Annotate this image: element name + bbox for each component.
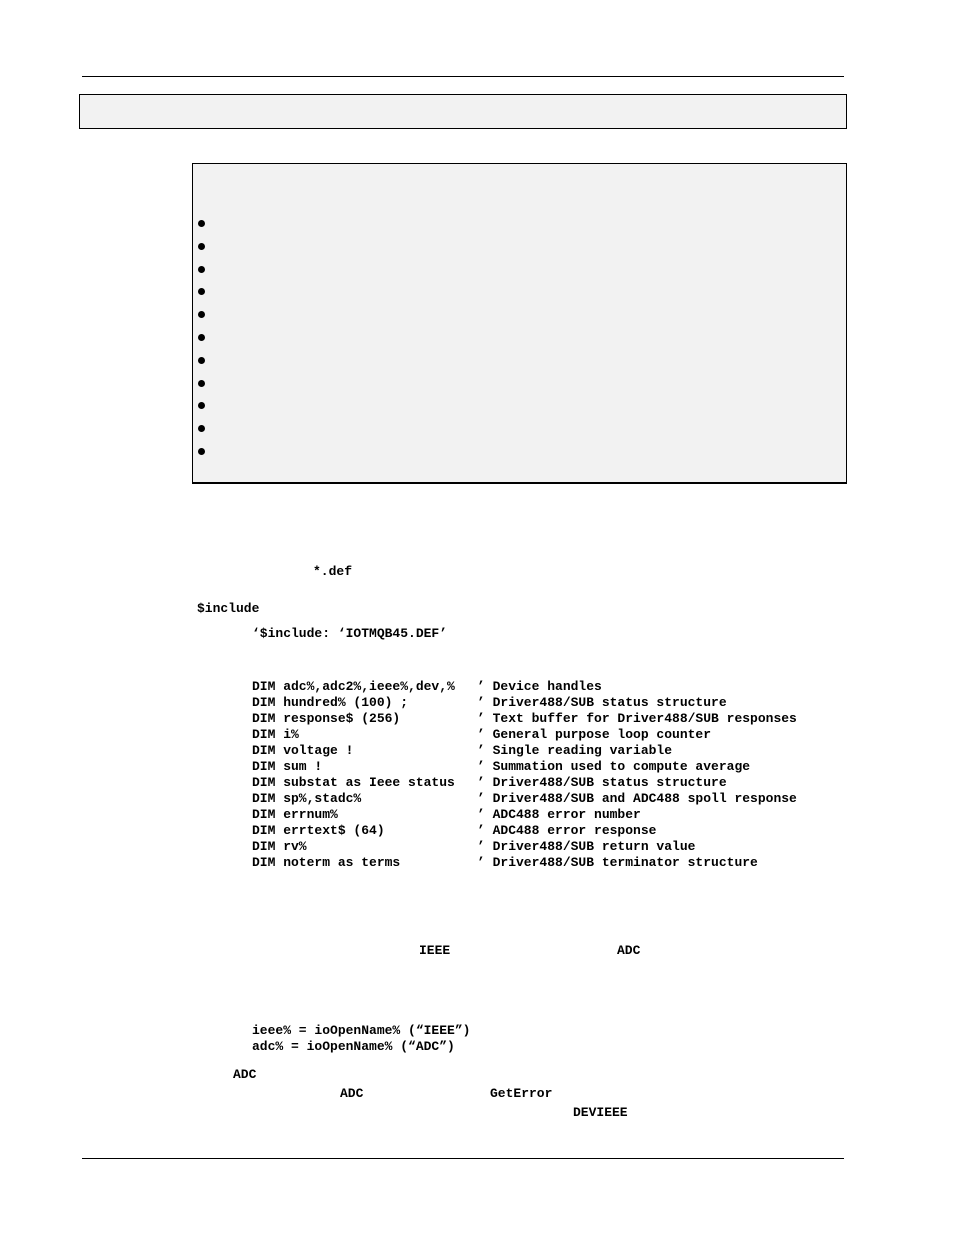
bullet-dot-icon [198, 311, 205, 318]
dim-row [252, 711, 844, 727]
dim-comment: ’ Summation used to compute average [477, 759, 751, 774]
dim-row [252, 807, 844, 823]
bullet-dot-icon [198, 380, 205, 387]
dim-comment: ’ Driver488/SUB return value [477, 839, 696, 854]
adc-keyword-secondary: ADC [340, 1086, 364, 1101]
bullet-dot-icon [198, 266, 205, 273]
bullet-dot-icon [198, 448, 205, 455]
dim-row [252, 743, 844, 759]
dim-row [252, 695, 844, 711]
dim-declaration: DIM noterm as terms [252, 855, 401, 870]
devieee-keyword: DEVIEEE [573, 1105, 628, 1120]
dim-declaration: DIM substat as Ieee status [252, 775, 455, 790]
bullet-dot-icon [198, 357, 205, 364]
adc-label: ADC [233, 1067, 257, 1082]
include-label: $include [197, 601, 260, 616]
dim-declaration: DIM rv% [252, 839, 307, 854]
geterror-keyword: GetError [490, 1086, 553, 1101]
bullet-dot-icon [198, 334, 205, 341]
dim-row [252, 775, 844, 791]
dim-comment: ’ Driver488/SUB status structure [477, 695, 727, 710]
adc-keyword: ADC [617, 943, 641, 958]
dim-comment: ’ Driver488/SUB terminator structure [477, 855, 758, 870]
include-code-line: ‘$include: ‘IOTMQB45.DEF’ [252, 626, 448, 641]
dim-declaration: DIM hundred% (100) ; [252, 695, 409, 710]
dim-declaration: DIM adc%,adc2%,ieee%,dev,% [252, 679, 455, 694]
dim-comment: ’ General purpose loop counter [477, 727, 712, 742]
open-name-code-block [252, 1023, 470, 1055]
bottom-rule [82, 1158, 844, 1159]
bullet-dot-icon [198, 402, 205, 409]
dim-declaration: DIM response$ (256) [252, 711, 401, 726]
dim-row [252, 855, 844, 871]
open-name-line: ieee% = ioOpenName% (“IEEE”) [252, 1023, 471, 1038]
bullet-dot-icon [198, 243, 205, 250]
dim-declaration: DIM errtext$ (64) [252, 823, 385, 838]
dim-row [252, 823, 844, 839]
section-header-bar [79, 94, 847, 129]
dim-comment: ’ ADC488 error number [477, 807, 641, 822]
dim-declaration: DIM sp%,stadc% [252, 791, 362, 806]
bullet-dot-icon [198, 288, 205, 295]
dim-row [252, 839, 844, 855]
dim-comment: ’ Device handles [477, 679, 602, 694]
dim-row [252, 759, 844, 775]
dim-comment: ’ Text buffer for Driver488/SUB responses [477, 711, 797, 726]
dim-row [252, 727, 844, 743]
dim-comment: ’ Driver488/SUB and ADC488 spoll response [477, 791, 797, 806]
dim-declaration: DIM errnum% [252, 807, 338, 822]
dim-comment: ’ Single reading variable [477, 743, 673, 758]
def-extension-text: *.def [313, 564, 353, 579]
dim-declaration: DIM i% [252, 727, 299, 742]
dim-declaration: DIM voltage ! [252, 743, 354, 758]
top-rule [82, 76, 844, 77]
bullet-dot-icon [198, 220, 205, 227]
ieee-keyword: IEEE [419, 943, 451, 958]
open-name-line: adc% = ioOpenName% (“ADC”) [252, 1039, 455, 1054]
bullet-dot-icon [198, 425, 205, 432]
dim-declaration: DIM sum ! [252, 759, 323, 774]
summary-box [192, 163, 847, 484]
dim-declarations-block [252, 679, 844, 871]
dim-comment: ’ ADC488 error response [477, 823, 657, 838]
dim-comment: ’ Driver488/SUB status structure [477, 775, 727, 790]
dim-row [252, 791, 844, 807]
dim-row [252, 679, 844, 695]
